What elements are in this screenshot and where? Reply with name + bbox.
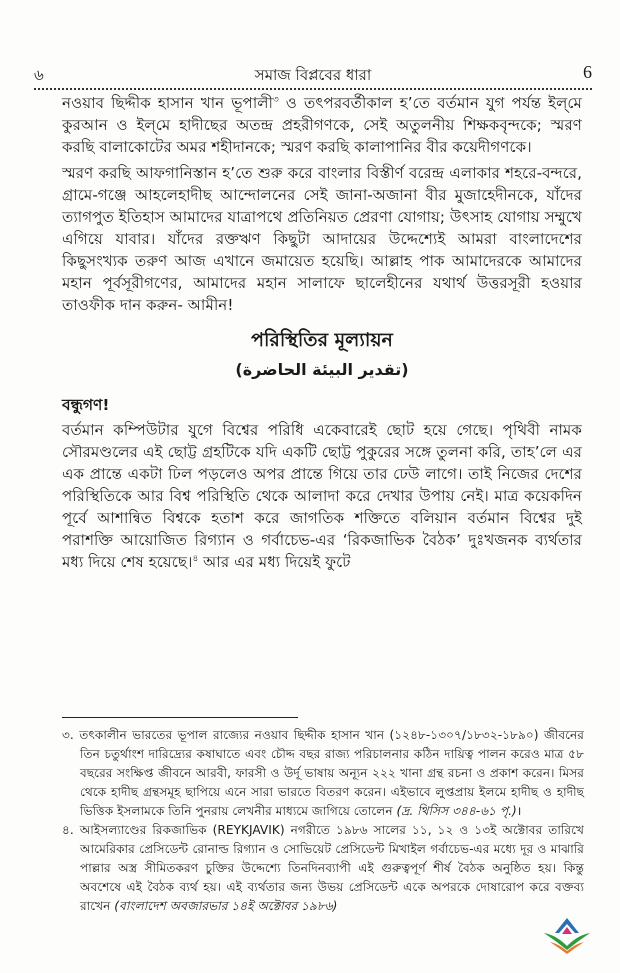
footnote-text: আইসল্যাণ্ডের রিকজাভিক (REYKJAVIK) নগরীতে ১৯৮৬ সালের ১১, ১২ ও ১৩ই অক্টোবর তারিখে আমেরিকার প্রেসিডেন্ট রোনাল্ড রিগ্যান ও সোভিয়েট প্রেসিডেন্ট মিখাইল গর্বাচেভ-এর মধ্যে দূর ও মাঝারি পাল্লার অস্ত্র সীমিতকরণ চুক্তির উদ্দেশ্যে তিনদিনব্যাপী এই গুরুত্বপূর্ণ শীর্ষ বৈঠক অনুষ্ঠিত হয়। কিন্তু অবশেষে এই বৈঠক ব্যর্থ হয়। এই ব্যর্থতার জন্য উভয় প্রেসিডেন্ট একে অপরকে দোষারোপ করে বক্তব্য রাখেন (79, 823, 584, 913)
footnote-citation: (দ্র. থিসিস ৩৪৪-৬১ পৃ.) (396, 804, 517, 818)
footnotes (62, 726, 584, 916)
paragraph-1 (62, 92, 582, 158)
body-text (62, 92, 582, 577)
section-title-arabic: (تقدير البيئة الحاضرة) (235, 360, 409, 379)
footnote-ref-4[interactable]: ৪ (192, 553, 199, 564)
paragraph-1-text: নওয়াব ছিদ্দীক হাসান খান ভূপালী (62, 94, 273, 112)
paragraph-3-text: বর্তমান কম্পিউটার যুগে বিশ্বের পরিধি একেবারেই ছোট হয়ে গেছে। পৃথিবী নামক সৌরমণ্ডলের এই ছোট্ট গ্রহটিকে যদি একটি ছোট্ট পুকুরের সঙ্গে তুলনা করি, তাহ’লে এর এক প্রান্তে একটা ঢিল পড়লেও অপর প্রান্তে গিয়ে তার ঢেউ লাগে। তাই নিজের দেশের পরিস্থিতিকে আর বিশ্ব পরিস্থিতি থেকে আলাদা করে দেখার উপায় নেই। মাত্র কয়েকদিন পূর্বে আশান্বিত বিশ্বকে হতাশ করে জাগতিক শক্তিতে বলিয়ান বর্তমান বিশ্বের দুই পরাশক্তি আয়োজিত রিগ্যান ও গর্বাচেভ-এর ‘রিকজাভিক বৈঠক’ দুঃখজনক ব্যর্থতার মধ্য দিয়ে শেষ হয়েছে। (62, 421, 582, 571)
page-number-bengali: ৬ (34, 66, 44, 84)
footnote-4 (62, 821, 584, 916)
footnote-text: তৎকালীন ভারতের ভূপাল রাজ্যের নওয়াব ছিদ্দীক হাসান খান (১২৪৮-১৩০৭/১৮৩২-১৮৯০) জীবনের তিন চতুর্থাংশ দারিদ্র্যের কষাঘাতে এবং চৌদ্দ বছর রাজ্য পরিচালনার কঠিন দায়িত্ব পালন করেও মাত্র ৫৮ বছরের সংক্ষিপ্ত জীবনে আরবী, ফারসী ও উর্দূ ভাষায় অন্যূন ২২২ খানা গ্রন্থ রচনা ও প্রকাশ করেন। মিসর থেকে হাদীছ গ্রন্থসমূহ ছাপিয়ে এনে সারা ভারতে বিতরণ করেন। এইভাবে লুপ্তপ্রায় ইলমে হাদীছ ও হাদীছ ভিত্তিক ইসলামকে তিনি পুনরায় লেখনীর মাধ্যমে জাগিয়ে তোলেন (79, 728, 584, 818)
running-title: সমাজ বিপ্লবের ধারা (254, 66, 372, 84)
footnote-ref-3[interactable]: ৩ (272, 94, 279, 105)
paragraph-3 (62, 419, 582, 573)
header-divider (34, 88, 592, 90)
section-title: পরিস্থিতির মূল্যায়ন (251, 329, 393, 351)
footnote-tail: । (516, 804, 522, 818)
footnote-divider (62, 717, 298, 718)
paragraph-1-text-cont: ও তৎপরবর্তীকাল হ’তে বর্তমান যুগ পর্যন্ত ইল্‌মে কুরআন ও ইল্‌মে হাদীছের অতন্দ্র প্রহরীগণকে, সেই অতুলনীয় শিক্ষকবৃন্দকে; স্মরণ করছি বালাকোটের অমর শহীদানকে; স্মরণ করছি কালাপানির বীর কয়েদীগণকে। (62, 94, 582, 156)
footnote-citation: (বাংলাদেশ অবজারভার ১৪ই অক্টোবর ১৯৮৬) (114, 899, 338, 913)
salutation: বন্ধুগণ! (62, 396, 110, 414)
footnote-marker: ৪. (62, 823, 74, 837)
page-number-latin: 6 (583, 62, 592, 82)
page-header (34, 64, 592, 86)
paragraph-3-text-cont: আর এর মধ্য দিয়েই ফুটে (198, 553, 351, 571)
open-book-logo-icon (542, 917, 592, 955)
paragraph-2: স্মরণ করছি আফগানিস্তান হ’তে শুরু করে বাংলার বিস্তীর্ণ বরেন্দ্র এলাকার শহরে-বন্দরে, গ্রামে-গঞ্জে আহলেহাদীছ আন্দোলনের সেই জানা-অজানা বীর মুজাহেদীনকে, যাঁদের ত্যাগপুত ইতিহাস আমাদের যাত্রাপথে প্রতিনিয়ত প্রেরণা যোগায়; উৎসাহ যোগায় সম্মুখে এগিয়ে যাবার। যাঁদের রক্তঋণ কিছুটা আদায়ের উদ্দেশ্যেই আমরা বাংলাদেশের কিছুসংখ্যক তরুণ আজ এখানে জমায়েত হয়েছি। আল্লাহ পাক আমাদেরকে আমাদের মহান পূর্বসূরীগণের, আমাদের মহান সালাফে ছালেহীনের যথার্থ উত্তরসূরী হওয়ার তাওফীক দান করুন- আমীন! (62, 164, 582, 314)
footnote-3 (62, 726, 584, 821)
footnote-marker: ৩. (62, 728, 74, 742)
